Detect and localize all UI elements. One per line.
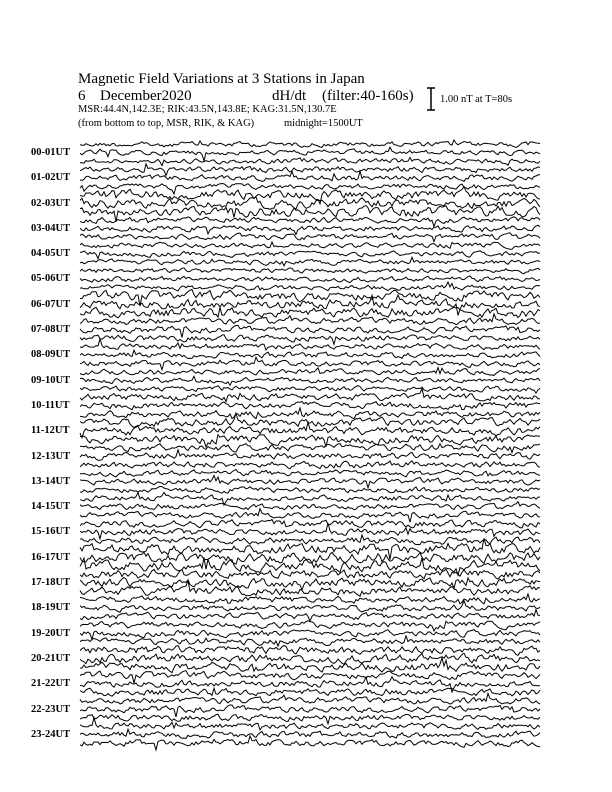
trace-line <box>80 268 540 274</box>
trace-line <box>80 601 540 613</box>
hour-label: 19-20UT <box>31 627 71 639</box>
trace-line <box>80 444 540 453</box>
trace-line <box>80 307 540 318</box>
trace-line <box>80 535 540 545</box>
trace-line <box>80 386 540 394</box>
trace-line <box>80 225 540 234</box>
trace-line <box>80 257 540 265</box>
trace-line <box>80 435 540 447</box>
trace-line <box>80 450 540 461</box>
trace-line <box>80 492 540 505</box>
midnight-note: midnight=1500UT <box>284 118 363 129</box>
chart-title: Magnetic Field Variations at 3 Stations in Japan <box>78 71 365 87</box>
hour-label: 00-01UT <box>31 146 71 158</box>
trace-line <box>80 520 540 528</box>
trace-line <box>80 653 540 664</box>
trace-line <box>80 718 540 730</box>
trace-line <box>80 158 540 166</box>
trace-line <box>80 705 540 717</box>
trace-line <box>80 326 540 338</box>
trace-line <box>80 486 540 493</box>
trace-line <box>80 569 540 579</box>
hour-label: 21-22UT <box>31 678 71 690</box>
trace-line <box>80 671 540 683</box>
trace-line <box>80 282 540 291</box>
trace-line <box>80 658 540 673</box>
trace-line <box>80 184 540 195</box>
trace-line <box>80 368 540 376</box>
trace-line <box>80 636 540 646</box>
trace-line <box>80 357 540 370</box>
hour-label: 13-14UT <box>31 475 71 487</box>
hour-label: 18-19UT <box>31 602 71 614</box>
hour-label: 14-15UT <box>31 501 71 513</box>
trace-line <box>80 233 540 242</box>
order-note: (from bottom to top, MSR, RIK, & KAG) <box>78 118 255 129</box>
trace-line <box>80 509 540 523</box>
hour-label: 06-07UT <box>31 298 71 310</box>
trace-line <box>80 646 540 656</box>
day-label: 6 <box>78 88 86 104</box>
trace-line <box>80 621 540 631</box>
trace-line <box>80 677 540 692</box>
hour-label: 02-03UT <box>31 197 71 209</box>
trace-line <box>80 217 540 227</box>
hour-label: 09-10UT <box>31 374 71 386</box>
trace-line <box>80 376 540 385</box>
hour-label: 12-13UT <box>31 450 71 462</box>
trace-line <box>80 736 540 750</box>
hour-label: 11-12UT <box>31 425 70 437</box>
trace-line <box>80 242 540 249</box>
scale-bar-label: 1.00 nT at T=80s <box>440 94 513 105</box>
hour-label: 22-23UT <box>31 703 71 715</box>
hour-label: 03-04UT <box>31 222 71 234</box>
hour-label: 07-08UT <box>31 324 71 335</box>
trace-line <box>80 147 540 161</box>
trace-line <box>80 714 540 724</box>
hour-label: 17-18UT <box>31 577 71 588</box>
trace-line <box>80 197 540 209</box>
hour-label: 08-09UT <box>31 349 71 361</box>
hour-label: 16-17UT <box>31 551 71 563</box>
trace-line <box>80 578 540 591</box>
hour-label: 23-24UT <box>31 728 71 740</box>
trace-line <box>80 594 540 604</box>
trace-line <box>80 580 540 596</box>
trace-line <box>80 339 540 350</box>
quantity-label: dH/dt <box>272 88 307 104</box>
trace-line <box>80 461 540 469</box>
trace-line <box>80 140 540 147</box>
hour-label: 04-05UT <box>31 248 71 260</box>
trace-line <box>80 206 540 222</box>
hour-label: 20-21UT <box>31 652 71 664</box>
trace-line <box>80 476 540 488</box>
hour-label: 01-02UT <box>31 172 71 184</box>
trace-line <box>80 630 540 640</box>
trace-line <box>80 729 540 738</box>
month-year-label: December2020 <box>100 88 192 104</box>
trace-line <box>80 552 540 564</box>
filter-label: (filter:40-160s) <box>322 88 414 104</box>
trace-line <box>80 350 540 358</box>
stations-line: MSR:44.4N,142.3E; RIK:43.5N,143.8E; KAG:31.5N,130.7E <box>78 104 337 115</box>
trace-line <box>80 401 540 409</box>
hour-label: 10-11UT <box>31 399 70 411</box>
trace-line <box>80 171 540 181</box>
trace-line <box>80 502 540 510</box>
hour-label: 05-06UT <box>31 273 71 285</box>
trace-line <box>80 251 540 259</box>
trace-line <box>80 335 540 345</box>
trace-line <box>80 187 540 204</box>
trace-line <box>80 470 540 477</box>
trace-line <box>80 276 540 283</box>
trace-line <box>80 688 540 696</box>
trace-line <box>80 164 540 176</box>
trace-line <box>80 408 540 419</box>
hour-label: 15-16UT <box>31 526 71 538</box>
trace-line <box>80 610 540 621</box>
